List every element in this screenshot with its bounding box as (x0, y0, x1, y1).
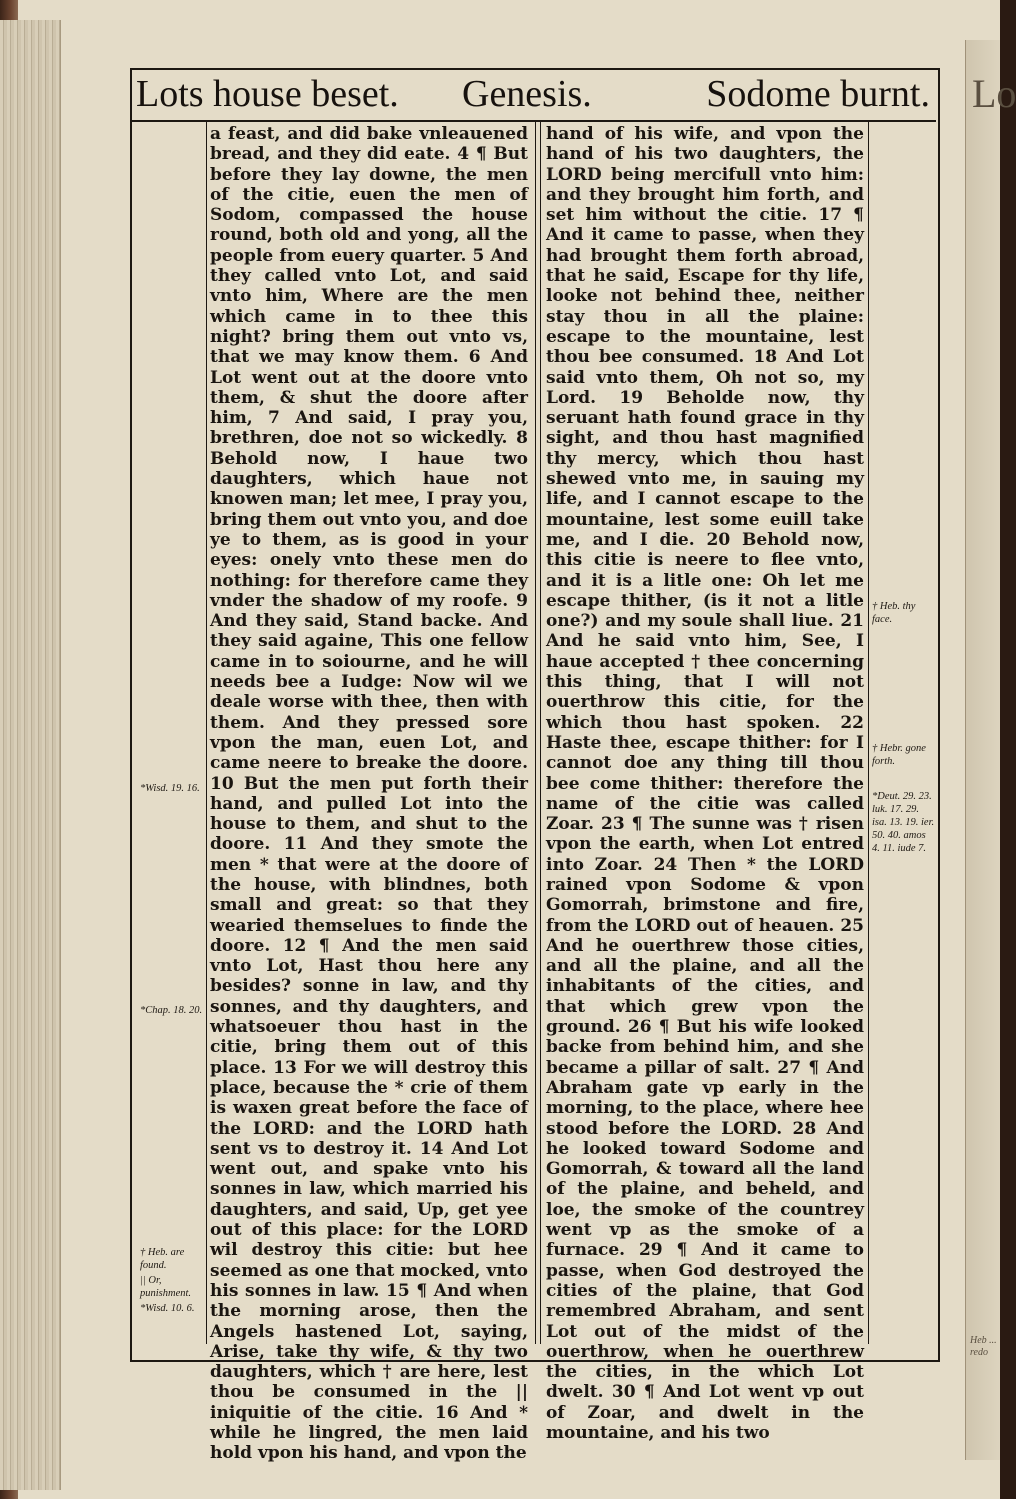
left-margin-rule (206, 122, 207, 1344)
running-header (130, 68, 936, 122)
margin-note: † Hebr. gone forth. (872, 743, 926, 767)
margin-note: *Wisd. 10. 6. (140, 1303, 195, 1314)
margin-note: *Chap. 18. 20. (140, 1005, 203, 1016)
left-text-column (210, 124, 528, 1464)
header-book-title: Genesis. (462, 73, 592, 115)
margin-note: † Heb. thy face. (872, 601, 916, 625)
left-column-text: a feast, and did bake vnleauened bread, and they did eate. 4 ¶ But before they lay downe, the men of the citie, euen the men of Sodom, compassed the house round, both old and yong, all the people from euery quarter. 5 And they called vnto Lot, and said vnto him, Where are the men which came in to thee this night? bring them out vnto vs, that we may know them. 6 And Lot went out at the doore vnto them, & shut the doore after him, 7 And said, I pray you, brethren, doe not so wickedly. 8 Behold now, I haue two daughters, which haue not knowen man; let mee, I pray you, bring them out vnto you, and doe ye to them, as is good in your eyes: onely vnto these men do nothing: for therefore came they vnder the shadow of my roofe. 9 And they said, Stand backe. And they said againe, This one fellow came in to soiourne, and he will needs bee a Iudge: Now wil we deale worse with thee, then with them. And they pressed sore vpon the man, euen Lot, and came neere to breake the doore. 10 But the men put forth their hand, and pulled Lot into the house to them, and shut to the doore. 11 And they smote the men * that were at the doore of the house, with blindnes, both small and great: so that they wearied themselues to finde the doore. 12 ¶ And the men said vnto Lot, Hast thou here any besides? sonne in law, and thy sonnes, and thy daughters, and whatsoeuer thou hast in the citie, bring them out of this place. 13 For we will destroy this place, because the * crie of them is waxen great before the face of the LORD: and the LORD hath sent vs to destroy it. 14 And Lot went out, and spake vnto his sonnes in law, which married his daughters, and said, Up, get yee out of this place: for the LORD wil destroy this citie: but hee seemed as one that mocked, vnto his sonnes in law. 15 ¶ And when the morning arose, then the Angels hastened Lot, saying, Arise, take thy wife, & thy two daughters, which † are here, lest thou be consumed in the || iniquitie of the citie. 16 And * while he lingred, the men laid hold vpon his hand, and vpon the (210, 124, 528, 1464)
center-rule-a (535, 122, 536, 1344)
margin-note: *Deut. 29. 23. luk. 17. 29. isa. 13. 19. ier. 50. 40. amos 4. 11. iude 7. (872, 791, 935, 854)
right-column-text: hand of his wife, and vpon the hand of his two daughters, the LORD being mercifull vnto him: and they brought him forth, and set him without the citie. 17 ¶ And it came to passe, when they had brought them forth abroad, that he said, Escape for thy life, looke not behind thee, neither stay thou in all the plaine: escape to the mountaine, lest thou bee consumed. 18 And Lot said vnto them, Oh not so, my Lord. 19 Beholde now, thy seruant hath found grace in thy sight, and thou hast magnified thy mercy, which thou hast shewed vnto me, in sauing my life, and I cannot escape to the mountaine, lest some euill take me, and I die. 20 Behold now, this citie is neere to flee vnto, and it is a litle one: Oh let me escape thither, (is it not a litle one?) and my soule shall liue. 21 And he said vnto him, See, I haue accepted † thee concerning this thing, that I will not ouerthrow this citie, for the which thou hast spoken. 22 Haste thee, escape thither: for I cannot doe any thing till thou bee come thither: therefore the name of the citie was called Zoar. 23 ¶ The sunne was † risen vpon the earth, when Lot entred into Zoar. 24 Then * the LORD rained vpon Sodome & vpon Gomorrah, brimstone and fire, from the LORD out of heauen. 25 And he ouerthrew those cities, and all the plaine, and all the inhabitants of the cities, and that which grew vpon the ground. 26 ¶ But his wife looked backe from behind him, and she became a pillar of salt. 27 ¶ And Abraham gate vp early in the morning, to the place, where hee stood before the LORD. 28 And he looked toward Sodome and Gomorrah, & toward all the land of the plaine, and beheld, and loe, the smoke of the countrey went vp as the smoke of a furnace. 29 ¶ And it came to passe, when God destroyed the cities of the plaine, that God remembred Abraham, and sent Lot out of the midst of the ouerthrow, when he ouerthrew the cities, in the which Lot dwelt. 30 ¶ And Lot went vp out of Zoar, and dwelt in the mountaine, and his two (546, 124, 864, 1443)
right-text-column (546, 124, 864, 1443)
header-right-title: Sodome burnt. (706, 73, 930, 115)
margin-note: || Or, punishment. (140, 1275, 192, 1299)
page-edges (0, 20, 61, 1490)
facing-note-fragment: Heb ... redo (970, 1335, 997, 1358)
center-rule-b (540, 122, 541, 1344)
facing-header-fragment: Lo (972, 71, 1016, 116)
margin-note: *Wisd. 19. 16. (140, 783, 200, 794)
facing-page-edge (965, 40, 1016, 1460)
header-left-title: Lots house beset. (136, 73, 399, 115)
right-margin-rule (868, 122, 869, 1344)
margin-note: † Heb. are found. (140, 1247, 185, 1271)
